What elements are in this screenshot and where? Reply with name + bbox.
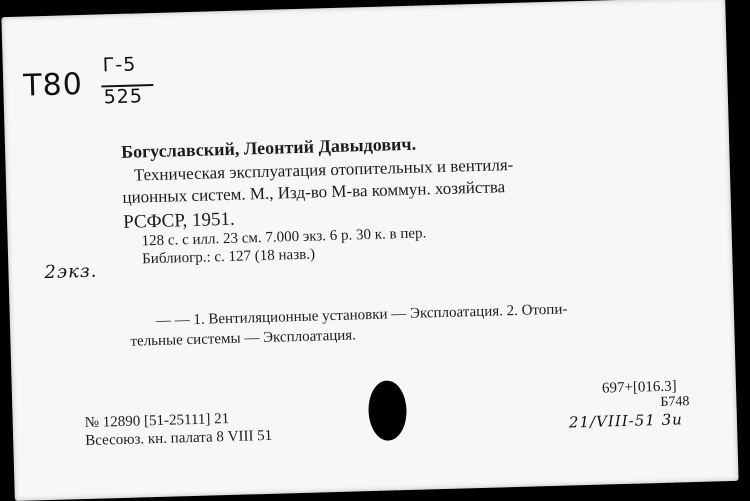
cutter-number: Б748 [660, 394, 690, 410]
subject-line-1: — — 1. Вентиляционные установки — Эксплоатация. 2. Отопи- [155, 301, 568, 330]
date-note: 21/VIII-51 3u [568, 410, 684, 432]
title-line-2: ционных систем. М., Изд-во М-ва коммун. хозяйства [122, 177, 506, 207]
title-line-1: Техническая эксплуатация отопительных и вентиля- [133, 154, 514, 185]
punch-hole [368, 380, 408, 441]
registration-number: № 12890 [51-25111] 21 [84, 411, 230, 432]
physical-description: 128 с. с илл. 23 см. 7.000 экз. 6 р. 30 к. в пер. [141, 225, 427, 250]
classification-code: 697+[016.3] [601, 378, 677, 397]
chamber-imprint: Всесоюз. кн. палата 8 VIII 51 [85, 427, 273, 450]
subject-line-2: тельные системы — Эксплоатация. [130, 327, 357, 350]
shelfmark-main: Т80 [22, 66, 84, 104]
copies-note: 2экз. [44, 260, 98, 284]
shelfmark-top: Г-5 [102, 53, 137, 77]
bibliography-note: Библиогр.: с. 127 (18 назв.) [141, 246, 316, 268]
author-heading: Богуславский, Леонтий Давыдович. [120, 133, 417, 162]
shelfmark-bottom: 525 [103, 85, 144, 109]
catalog-card [1, 0, 738, 501]
title-line-3: РСФСР, 1951. [122, 208, 236, 233]
